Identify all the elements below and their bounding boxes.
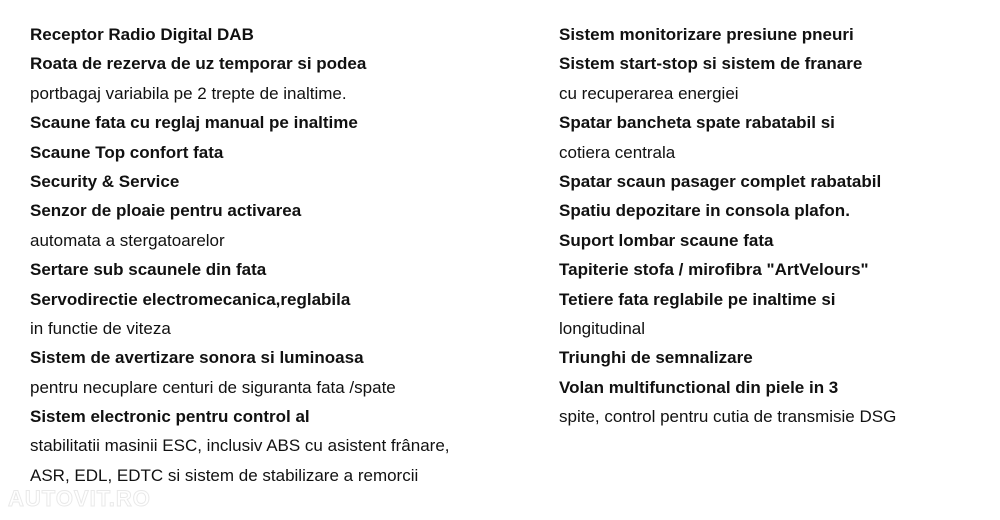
feature-item-heading: Tapiterie stofa / mirofibra "ArtVelours"	[559, 260, 869, 280]
feature-item-continuation: ASR, EDL, EDTC si sistem de stabilizare a remorcii	[30, 465, 419, 485]
feature-item-continuation: cotiera centrala	[559, 142, 676, 162]
feature-item-heading: Volan multifunctional din piele in 3	[559, 377, 839, 397]
feature-item-heading: Sistem start-stop si sistem de franare	[559, 54, 863, 74]
feature-item-continuation: spite, control pentru cutia de transmisie DSG	[559, 407, 897, 427]
feature-item-heading: Sistem monitorizare presiune pneuri	[559, 25, 854, 44]
feature-item-continuation: longitudinal	[559, 318, 646, 338]
autovit-watermark: AUTOVIT.RO	[8, 486, 151, 511]
feature-item-continuation: cu recuperarea energiei	[559, 83, 739, 103]
feature-item-heading: Scaune Top confort fata	[30, 142, 224, 162]
feature-item-heading: Senzor de ploaie pentru activarea	[30, 201, 302, 221]
feature-item-heading: Sistem de avertizare sonora si luminoasa	[30, 348, 364, 368]
feature-item-heading: Servodirectie electromecanica,reglabila	[30, 289, 351, 309]
feature-item-heading: Sertare sub scaunele din fata	[30, 260, 267, 280]
feature-item-heading: Spatar scaun pasager complet rabatabil	[559, 171, 882, 191]
feature-item-heading: Sistem electronic pentru control al	[30, 407, 310, 427]
feature-item-continuation: in functie de viteza	[30, 318, 171, 338]
features-list-right	[559, 20, 989, 431]
feature-item-heading: Spatiu depozitare in consola plafon.	[559, 201, 850, 221]
feature-item-heading: Scaune fata cu reglaj manual pe inaltime	[30, 113, 358, 133]
feature-item-continuation: portbagaj variabila pe 2 trepte de inaltime.	[30, 83, 347, 103]
feature-item-continuation: stabilitatii masinii ESC, inclusiv ABS cu asistent frânare,	[30, 436, 450, 456]
feature-item-heading: Triunghi de semnalizare	[559, 348, 753, 368]
feature-item-heading: Security & Service	[30, 171, 180, 191]
feature-item-heading: Tetiere fata reglabile pe inaltime si	[559, 289, 836, 309]
feature-item-heading: Receptor Radio Digital DAB	[30, 25, 254, 44]
feature-item-heading: Spatar bancheta spate rabatabil si	[559, 113, 835, 133]
feature-item-continuation: automata a stergatoarelor	[30, 230, 225, 250]
feature-item-heading: Roata de rezerva de uz temporar si podea	[30, 54, 367, 74]
feature-item-heading: Suport lombar scaune fata	[559, 230, 774, 250]
feature-item-continuation: pentru necuplare centuri de siguranta fata /spate	[30, 377, 396, 397]
features-list-left	[30, 20, 530, 490]
